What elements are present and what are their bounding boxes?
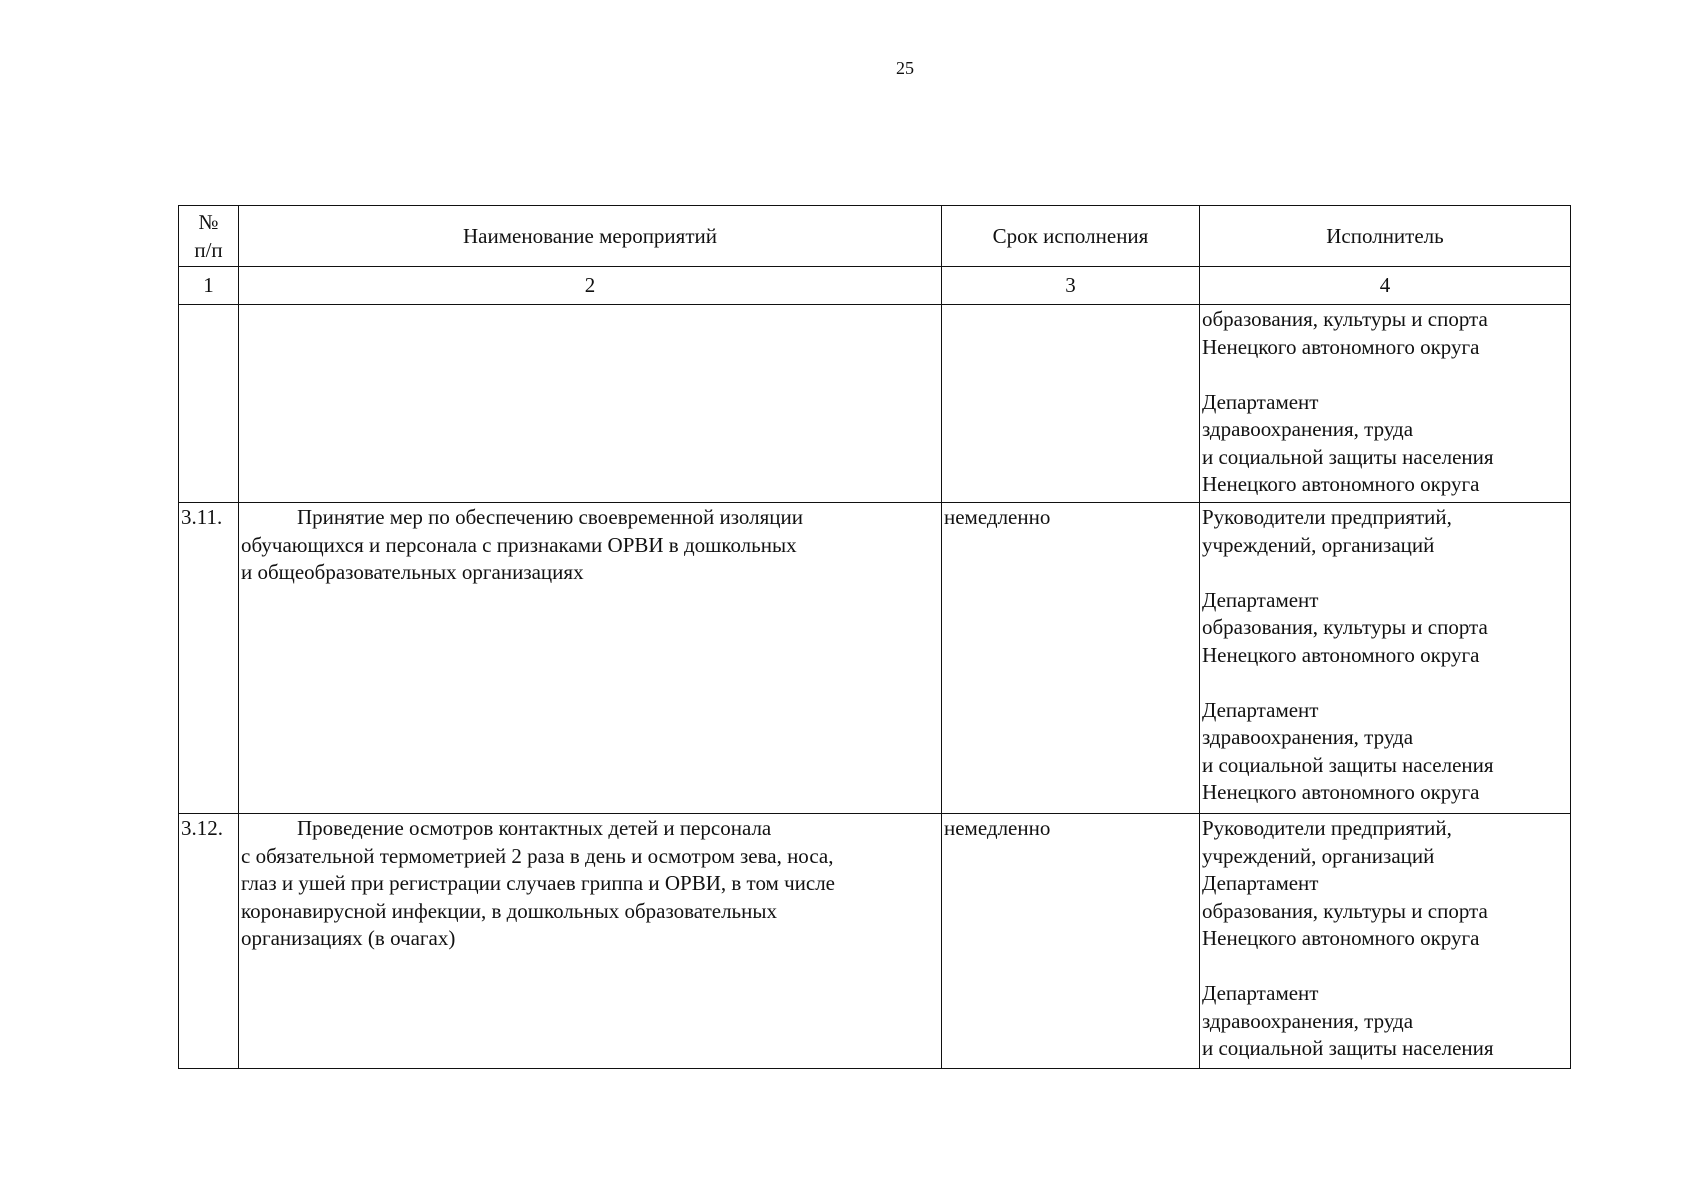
table-row	[179, 814, 1571, 1069]
executor-line: Руководители предприятий,	[1202, 505, 1452, 529]
executor-line: Департамент	[1202, 697, 1319, 722]
header-executor: Исполнитель	[1200, 206, 1571, 267]
executor-line: Ненецкого автономного округа	[1202, 472, 1480, 496]
page-number: 25	[896, 58, 914, 78]
header-number-sign: №	[198, 210, 219, 234]
row-deadline	[942, 305, 1200, 503]
table-row	[179, 305, 1571, 503]
executor-line: Руководители предприятий,	[1202, 816, 1452, 840]
executor-line: образования, культуры и спорта	[1202, 898, 1488, 923]
name-line: глаз и ушей при регистрации случаев гриппа и ОРВИ, в том числе	[241, 871, 835, 895]
table-row	[179, 503, 1571, 814]
name-line: обучающихся и персонала с признаками ОРВИ в дошкольных	[241, 532, 797, 557]
executor-line: Ненецкого автономного округа	[1202, 334, 1480, 359]
column-number: 3	[942, 267, 1200, 305]
column-numbers-row	[179, 267, 1571, 305]
executor-line: Департамент	[1202, 871, 1319, 895]
header-number	[179, 206, 239, 267]
header-deadline: Срок исполнения	[942, 206, 1200, 267]
row-name	[239, 503, 942, 814]
executor-line: учреждений, организаций	[1202, 532, 1435, 557]
executor-line: здравоохранения, труда	[1202, 417, 1414, 441]
measures-table	[178, 205, 1571, 1069]
name-line: и общеобразовательных организациях	[241, 560, 584, 584]
column-number: 1	[179, 267, 239, 305]
header-number-abbr: п/п	[194, 237, 223, 262]
executor-line: образования, культуры и спорта	[1202, 615, 1488, 639]
executor-line: и социальной защиты населения	[1202, 444, 1494, 469]
row-name	[239, 305, 942, 503]
name-line: с обязательной термометрией 2 раза в день и осмотром зева, носа,	[241, 843, 834, 868]
executor-line: Ненецкого автономного округа	[1202, 642, 1480, 667]
row-deadline: немедленно	[942, 503, 1200, 814]
executor-line: здравоохранения, труда	[1202, 725, 1414, 749]
name-line: коронавирусной инфекции, в дошкольных образовательных	[241, 898, 777, 923]
executor-line: Департамент	[1202, 587, 1319, 612]
row-deadline: немедленно	[942, 814, 1200, 1069]
executor-line: учреждений, организаций	[1202, 843, 1435, 868]
executor-line: образования, культуры и спорта	[1202, 307, 1488, 331]
executor-line: Ненецкого автономного округа	[1202, 780, 1480, 804]
table-header-row	[179, 206, 1571, 267]
row-executor	[1200, 305, 1571, 503]
column-number: 4	[1200, 267, 1571, 305]
name-line: Проведение осмотров контактных детей и персонала	[297, 816, 772, 840]
row-number: 3.11.	[179, 503, 239, 814]
executor-line: и социальной защиты населения	[1202, 1036, 1494, 1060]
executor-line: Ненецкого автономного округа	[1202, 926, 1480, 950]
row-executor	[1200, 503, 1571, 814]
row-name	[239, 814, 942, 1069]
executor-line: здравоохранения, труда	[1202, 1008, 1414, 1033]
executor-line: и социальной защиты населения	[1202, 752, 1494, 777]
name-line: Принятие мер по обеспечению своевременной изоляции	[297, 505, 804, 529]
header-name: Наименование мероприятий	[239, 206, 942, 267]
row-executor	[1200, 814, 1571, 1069]
column-number: 2	[239, 267, 942, 305]
executor-line: Департамент	[1202, 981, 1319, 1005]
executor-line: Департамент	[1202, 389, 1319, 414]
row-number: 3.12.	[179, 814, 239, 1069]
name-line: организациях (в очагах)	[241, 926, 456, 950]
row-number	[179, 305, 239, 503]
